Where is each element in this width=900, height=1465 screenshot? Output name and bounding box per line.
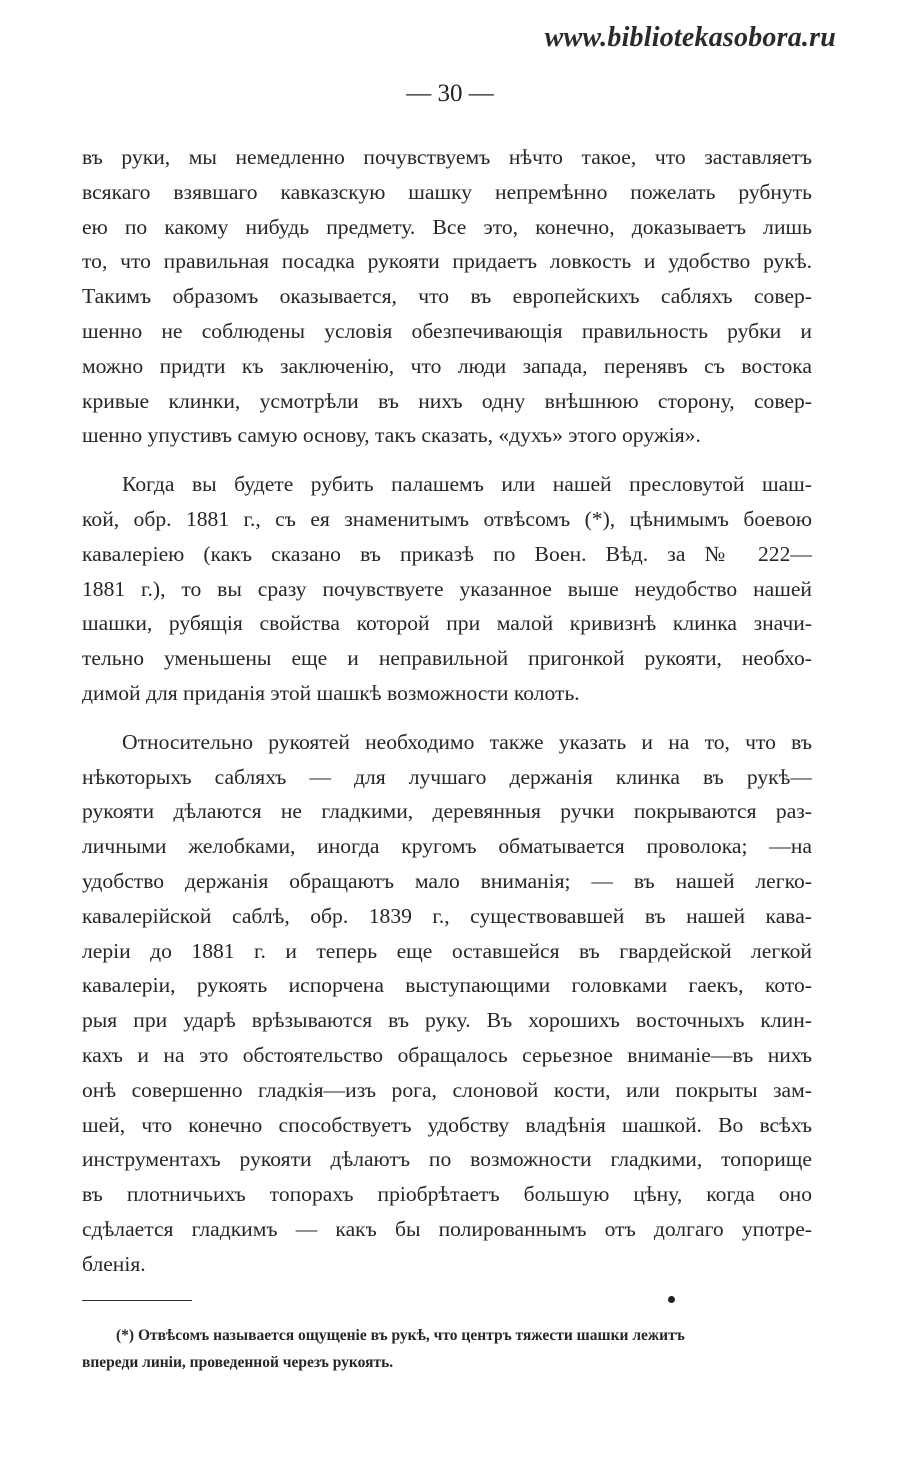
text-line: бленія. bbox=[82, 1251, 146, 1276]
text-line: въ руки, мы немедленно почувствуемъ нѣчто такое, что заставляетъ bbox=[82, 145, 812, 169]
paragraph-3 bbox=[82, 725, 812, 1282]
text-line: можно придти къ заключенію, что люди запада, перенявъ съ востока bbox=[82, 353, 812, 378]
text-line: кавалеріею (какъ сказано въ приказѣ по Воен. Вѣд. за № 222— bbox=[82, 541, 812, 566]
text-line: тельно уменьшены еще и неправильной пригонкой рукояти, необхо- bbox=[82, 646, 812, 671]
text-line: всякаго взявшаго кавказскую шашку непремѣнно пожелать рубнуть bbox=[82, 179, 812, 204]
text-line: онѣ совершенно гладкія—изъ рога, слоновой кости, или покрыты зам- bbox=[82, 1077, 812, 1102]
text-line: кой, обр. 1881 г., съ ея знаменитымъ отвѣсомъ (*), цѣнимымъ боевою bbox=[82, 506, 812, 531]
text-line: рыя при ударѣ врѣзываются въ руку. Въ хорошихъ восточныхъ клин- bbox=[82, 1008, 812, 1033]
text-line: то, что правильная посадка рукояти придаетъ ловкость и удобство рукѣ. bbox=[82, 249, 812, 274]
paragraph-2 bbox=[82, 467, 812, 711]
text-line: въ плотничьихъ топорахъ пріобрѣтаетъ большую цѣну, когда оно bbox=[82, 1182, 812, 1207]
text-line: кахъ и на это обстоятельство обращалось серьезное вниманіе—въ нихъ bbox=[82, 1042, 812, 1067]
body-text bbox=[82, 140, 812, 1282]
text-line: кавалеріи, рукоять испорчена выступающими головками гаекъ, кото- bbox=[82, 973, 812, 998]
watermark-url: www.bibliotekasobora.ru bbox=[544, 22, 836, 53]
text-line: удобство держанія обращаютъ мало вниманія; — въ нашей легко- bbox=[82, 868, 812, 893]
text-line: кривые клинки, усмотрѣли въ нихъ одну внѣшнюю сторону, совер- bbox=[82, 388, 812, 413]
text-line: рукояти дѣлаются не гладкими, деревянныя ручки покрываются раз- bbox=[82, 799, 812, 824]
footnote bbox=[82, 1322, 810, 1376]
ink-speck bbox=[668, 1296, 675, 1303]
footnote-separator bbox=[82, 1300, 192, 1301]
page-number: — 30 — bbox=[406, 80, 494, 107]
text-line: Относительно рукоятей необходимо также указать и на то, что въ bbox=[122, 729, 812, 754]
text-line: сдѣлается гладкимъ — какъ бы полированнымъ отъ долгаго употре- bbox=[82, 1216, 812, 1241]
text-line: шенно не соблюдены условія обезпечивающія правильность рубки и bbox=[82, 318, 812, 343]
text-line: инструментахъ рукояти дѣлаютъ по возможности гладкими, топорище bbox=[82, 1147, 812, 1172]
text-line: шашки, рубящія свойства которой при малой кривизнѣ клинка значи- bbox=[82, 611, 812, 636]
footnote-line: впереди линіи, проведенной черезъ рукоять. bbox=[82, 1354, 394, 1371]
text-line: леріи до 1881 г. и теперь еще оставшейся въ гвардейской легкой bbox=[82, 938, 812, 963]
text-line: ею по какому нибудь предмету. Все это, конечно, доказываетъ лишь bbox=[82, 214, 812, 239]
paragraph-1 bbox=[82, 140, 812, 453]
text-line: Такимъ образомъ оказывается, что въ европейскихъ сабляхъ совер- bbox=[82, 284, 812, 309]
text-line: нѣкоторыхъ сабляхъ — для лучшаго держанія клинка въ рукѣ— bbox=[82, 764, 812, 789]
text-line: кавалерійской саблѣ, обр. 1839 г., существовавшей въ нашей кава- bbox=[82, 903, 812, 928]
text-line: шей, что конечно способствуетъ удобству владѣнія шашкой. Во всѣхъ bbox=[82, 1112, 812, 1137]
text-line: Когда вы будете рубить палашемъ или нашей пресловутой шаш- bbox=[122, 472, 812, 497]
text-line: шенно упустивъ самую основу, такъ сказать, «духъ» этого оружія». bbox=[82, 423, 701, 448]
text-line: личными желобками, иногда кругомъ обматывается проволока; —на bbox=[82, 834, 812, 859]
text-line: димой для приданія этой шашкѣ возможности колоть. bbox=[82, 680, 580, 705]
footnote-line: (*) Отвѣсомъ называется ощущеніе въ рукѣ, что центръ тяжести шашки лежитъ bbox=[116, 1327, 685, 1344]
text-line: 1881 г.), то вы сразу почувствуете указанное выше неудобство нашей bbox=[82, 576, 812, 601]
